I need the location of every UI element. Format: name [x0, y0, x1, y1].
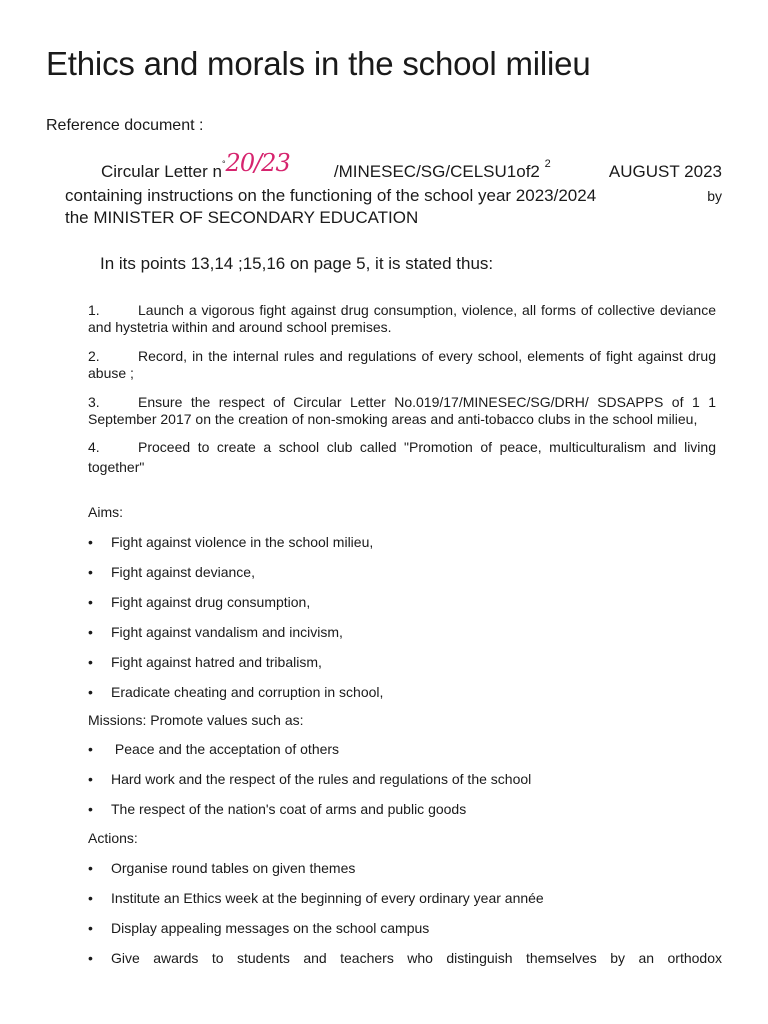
- bullet: •: [88, 801, 93, 817]
- missions-list: [88, 741, 722, 831]
- list-item-text: Hard work and the respect of the rules and regulations of the school: [111, 771, 532, 787]
- bullet: •: [88, 950, 93, 966]
- circular-line-3: the MINISTER OF SECONDARY EDUCATION: [65, 208, 419, 227]
- point-number: 2.: [88, 348, 100, 364]
- list-item-text: Peace and the acceptation of others: [111, 741, 340, 757]
- circular-number-group: [101, 149, 290, 185]
- page-title: Ethics and morals in the school milieu: [46, 45, 591, 82]
- list-item: [88, 624, 722, 654]
- aims-label: Aims:: [88, 504, 123, 520]
- handwritten-number: 20/23: [225, 149, 290, 177]
- point-text: Launch a vigorous fight against drug consumption, violence, all forms of collective deviance and hystetria within and around school premises.: [88, 302, 716, 335]
- point-text: Record, in the internal rules and regulations of every school, elements of fight against drug abuse ;: [88, 348, 716, 381]
- degree-sign: °: [221, 159, 226, 169]
- list-item: [88, 654, 722, 684]
- list-item: [88, 534, 722, 564]
- list-item: [88, 741, 722, 771]
- point-item: [88, 348, 716, 382]
- bullet: •: [88, 920, 93, 936]
- point-text: Proceed to create a school club called "Promotion of peace, multiculturalism and living together": [88, 439, 716, 475]
- list-item-text: Fight against hatred and tribalism,: [111, 654, 322, 670]
- actions-list: [88, 860, 722, 980]
- stated-intro: In its points 13,14 ;15,16 on page 5, it is stated thus:: [100, 254, 494, 273]
- list-item: [88, 564, 722, 594]
- bullet: •: [88, 534, 93, 550]
- bullet: •: [88, 741, 93, 757]
- point-text: Ensure the respect of Circular Letter No.019/17/MINESEC/SG/DRH/ SDSAPPS of 1 1 September 2017 on the creation of non-smoking areas and anti-tobacco clubs in the school milieu,: [88, 394, 716, 427]
- circular-prefix: Circular Letter n: [101, 162, 222, 181]
- list-item-text: Fight against drug consumption,: [111, 594, 311, 610]
- list-item-text: Organise round tables on given themes: [111, 860, 356, 876]
- circular-reference: [65, 149, 722, 229]
- bullet: •: [88, 771, 93, 787]
- circular-superscript: 2: [544, 158, 551, 170]
- bullet: •: [88, 624, 93, 640]
- list-item-text: Fight against deviance,: [111, 564, 255, 580]
- list-item: [88, 950, 722, 980]
- list-item: [88, 684, 722, 714]
- bullet: •: [88, 654, 93, 670]
- point-item: [88, 394, 716, 428]
- list-item: [88, 920, 722, 950]
- bullet: •: [88, 594, 93, 610]
- list-item-text: The respect of the nation's coat of arms and public goods: [111, 801, 467, 817]
- reference-label: Reference document :: [46, 117, 204, 134]
- list-item: [88, 860, 722, 890]
- circular-code-group: [333, 158, 565, 185]
- circular-ref-code: /MINESEC/SG/CELSU1of2: [333, 162, 540, 181]
- point-number: 1.: [88, 302, 100, 318]
- list-item: [88, 801, 722, 831]
- list-item-text: Give awards to students and teachers who distinguish themselves by an orthodox: [111, 950, 722, 966]
- list-item: [88, 594, 722, 624]
- circular-line-2: [65, 185, 722, 207]
- list-item-text: Fight against vandalism and incivism,: [111, 624, 343, 640]
- list-item: [88, 771, 722, 801]
- aims-list: [88, 534, 722, 714]
- point-number: 4.: [88, 439, 100, 455]
- actions-label: Actions:: [88, 830, 138, 846]
- list-item-text: Display appealing messages on the school campus: [111, 920, 430, 936]
- points-list: [88, 302, 716, 489]
- circular-by: by: [707, 188, 722, 204]
- list-item-text: Fight against violence in the school milieu,: [111, 534, 374, 550]
- point-item: [88, 302, 716, 336]
- bullet: •: [88, 684, 93, 700]
- list-item-text: Eradicate cheating and corruption in school,: [111, 684, 384, 700]
- point-item: [88, 437, 716, 477]
- point-number: 3.: [88, 394, 100, 410]
- bullet: •: [88, 564, 93, 580]
- circular-line-1: [65, 149, 722, 185]
- circular-line2-text: containing instructions on the functioning of the school year 2023/2024: [65, 186, 597, 205]
- list-item: [88, 890, 722, 920]
- list-item-text: Institute an Ethics week at the beginning of every ordinary year année: [111, 890, 544, 906]
- missions-label: Missions: Promote values such as:: [88, 712, 304, 728]
- bullet: •: [88, 860, 93, 876]
- circular-month-year: AUGUST 2023: [608, 162, 722, 181]
- bullet: •: [88, 890, 93, 906]
